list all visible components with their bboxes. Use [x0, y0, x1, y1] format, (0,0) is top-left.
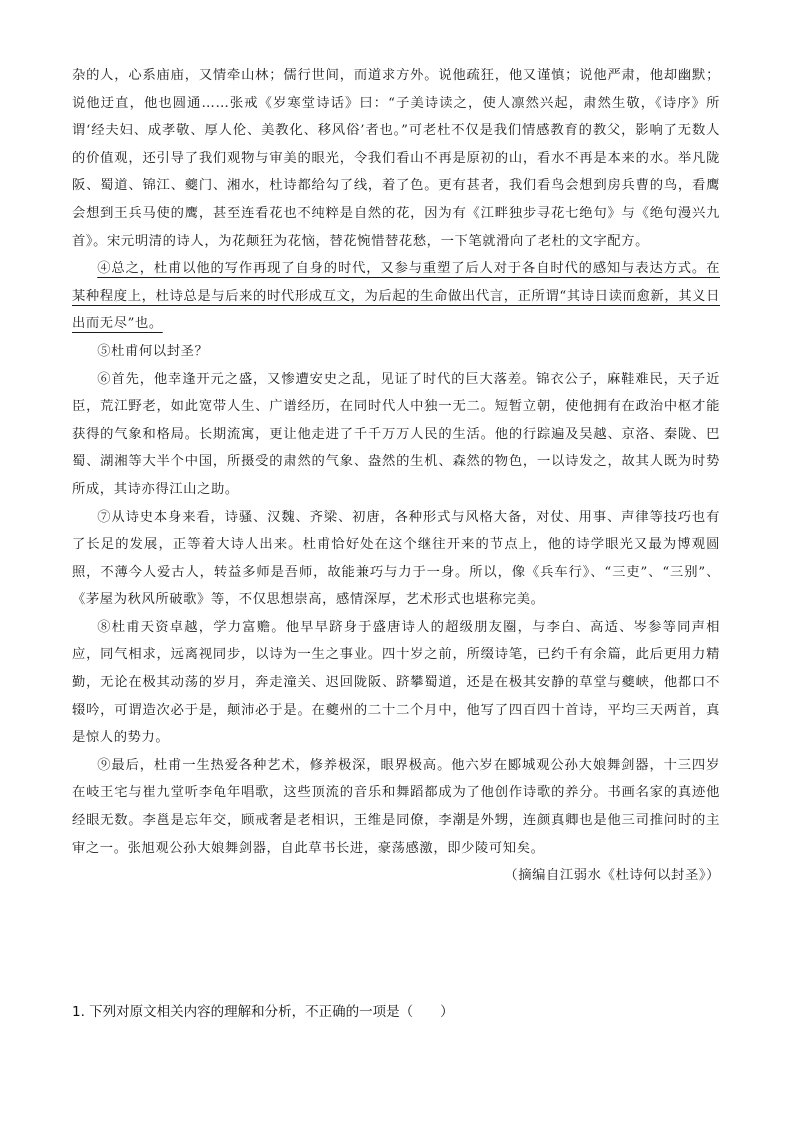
- paragraph-continuation: 杂的人，心系庙庙，又情牵山林；儒行世间，而道求方外。说他疏狂，他又谨慎；说他严肃，他却幽默；说他迂直，他也圆通……张戒《岁寒堂诗话》曰：“子美诗读之，使人凛然兴起，肃然生敬，《诗序》所谓‘经夫妇、成孝敬、厚人伦、美教化、移风俗’者也。”可老杜不仅是我们情感教育的教父，影响了无数人的价值观，还引导了我们观物与审美的眼光，令我们看山不再是原初的山，看水不再是本来的水。举凡陇阪、蜀道、锦江、夔门、湘水，杜诗都给勾了线，着了色。更有甚者，我们看鸟会想到房兵曹的鸟，看鹰会想到王兵马使的鹰，甚至连看花也不纯粹是自然的花，因为有《江畔独步寻花七绝句》与《绝句漫兴九首》。宋元明清的诗人，为花颠狂为花恼，替花惋惜替花愁，一下笔就滑向了老杜的文字配方。: [72, 68, 720, 249]
- article-body: [72, 62, 720, 890]
- paragraph-4: [72, 255, 720, 338]
- paragraph-6: ⑥首先，他幸逢开元之盛，又惨遭安史之乱，见证了时代的巨大落差。锦衣公子，麻鞋难民，天子近臣，荒江野老，如此宽带人生、广谱经历，在同时代人中独一无二。短暂立朝，使他拥有在政治中枢才能获得的气象和格局。长期流寓，更让他走进了千千万万人民的生活。他的行踪遍及吴越、京洛、秦陇、巴蜀、湖湘等大半个中国，所摄受的肃然的气象、盎然的生机、森然的物色，一以诗发之，故其人既为时势所成，其诗亦得江山之助。: [72, 371, 720, 497]
- underlined-summary: ④总之，杜甫以他的写作再现了自身的时代，又参与重塑了后人对于各自时代的感知与表达方式。在某种程度上，杜诗总是与后来的时代形成互文，为后起的生命做出代言，正所谓“其诗日读而愈新，其义日出而无尽”也。: [72, 261, 720, 332]
- paragraph-5: ⑤杜甫何以封圣？: [97, 343, 209, 359]
- question-1: 1. 下列对原文相关内容的理解和分析，不正确的一项是（ ）: [72, 1004, 454, 1020]
- paragraph-7: ⑦从诗史本身来看，诗骚、汉魏、齐梁、初唐，各种形式与风格大备，对仗、用事、声律等技巧也有了长足的发展，正等着大诗人出来。杜甫恰好处在这个继往开来的节点上，他的诗学眼光又最为博观圆照，不薄今人爱古人，转益多师是吾师，故能兼巧与力于一身。所以，像《兵车行》、“三吏”、“三别”、《茅屋为秋风所破歌》等，不仅思想崇高，感情深厚，艺术形式也堪称完美。: [72, 509, 720, 608]
- paragraph-8: ⑧杜甫天资卓越，学力富赡。他早早跻身于盛唐诗人的超级朋友圈，与李白、高适、岑参等同声相应，同气相求，远离视同步，以诗为一生之事业。四十岁之前，所缀诗笔，已约千有余篇，此后更用力精勤，无论在极其动荡的岁月，奔走潼关、迟回陇阪、跻攀蜀道，还是在极其安静的草堂与夔峡，他都口不辍吟，可谓造次必于是，颠沛必于是。在夔州的二十二个月中，他写了四百四十首诗，平均三天两首，真是惊人的势力。: [72, 619, 720, 746]
- paragraph-9: ⑨最后，杜甫一生热爱各种艺术，修养极深，眼界极高。他六岁在郾城观公孙大娘舞剑器，十三四岁在岐王宅与崔九堂听李龟年唱歌，这些顶流的音乐和舞蹈都成为了他创作诗歌的养分。书画名家的真迹他经眼无数。李邕是忘年交，顾戒奢是老相识，王维是同僚，李潮是外甥，连颜真卿也是他三司推问时的主审之一。张旭观公孙大娘舞剑器，自此草书长进，豪荡感激，即少陵可知矣。: [72, 757, 720, 856]
- source-citation: （摘编自江弱水《杜诗何以封圣》）: [504, 868, 720, 884]
